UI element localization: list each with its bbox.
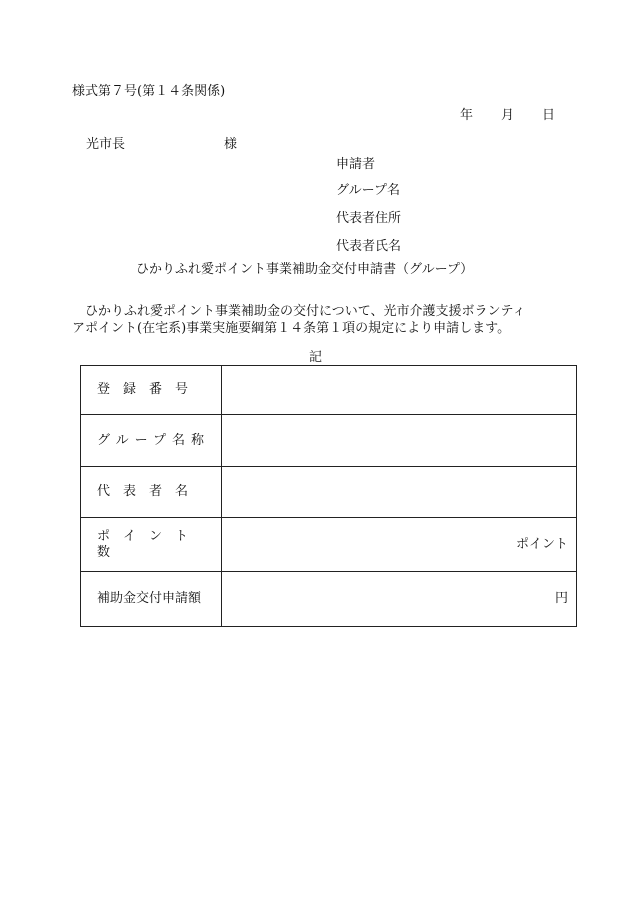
table-row-registration-number	[81, 366, 577, 415]
group-name-label: グループ名称	[81, 415, 222, 467]
points-field[interactable]: ポイント	[222, 518, 577, 572]
date-year-label: 年	[460, 108, 474, 123]
table-row-group-name	[81, 415, 577, 467]
body-text	[72, 303, 572, 337]
applicant-group-name-label: グループ名	[336, 183, 400, 198]
form-number: 様式第７号(第１４条関係)	[72, 84, 226, 99]
registration-number-field[interactable]	[222, 366, 577, 415]
applicant-block	[336, 152, 401, 260]
representative-name-field[interactable]	[222, 467, 577, 518]
applicant-heading: 申請者	[336, 157, 376, 172]
representative-name-label: 代表者名	[81, 467, 222, 518]
body-line-1: ひかりふれ愛ポイント事業補助金の交付について、光市介護支援ボランティ	[72, 304, 526, 319]
subsidy-amount-field[interactable]: 円	[222, 572, 577, 627]
subsidy-amount-label: 補助金交付申請額	[81, 572, 222, 627]
body-line-2: アポイント(在宅系)事業実施要綱第１４条第１項の規定により申請します。	[72, 321, 511, 336]
date-line	[460, 108, 555, 124]
date-month-label: 月	[501, 108, 515, 123]
addressee-honorific: 様	[224, 137, 238, 152]
date-day-label: 日	[542, 108, 556, 123]
document-title: ひかりふれ愛ポイント事業補助金交付申請書（グループ）	[136, 262, 474, 277]
group-name-field[interactable]	[222, 415, 577, 467]
registration-number-label: 登録番号	[81, 366, 222, 415]
addressee-name: 光市長	[86, 137, 126, 152]
detail-table	[80, 365, 577, 627]
applicant-name-label: 代表者氏名	[336, 239, 402, 254]
applicant-address-label: 代表者住所	[336, 211, 402, 226]
table-row-subsidy-amount	[81, 572, 577, 627]
table-row-points	[81, 518, 577, 572]
points-label: ポイント数	[81, 518, 222, 572]
table-row-representative-name	[81, 467, 577, 518]
ki-mark: 記	[309, 350, 323, 365]
